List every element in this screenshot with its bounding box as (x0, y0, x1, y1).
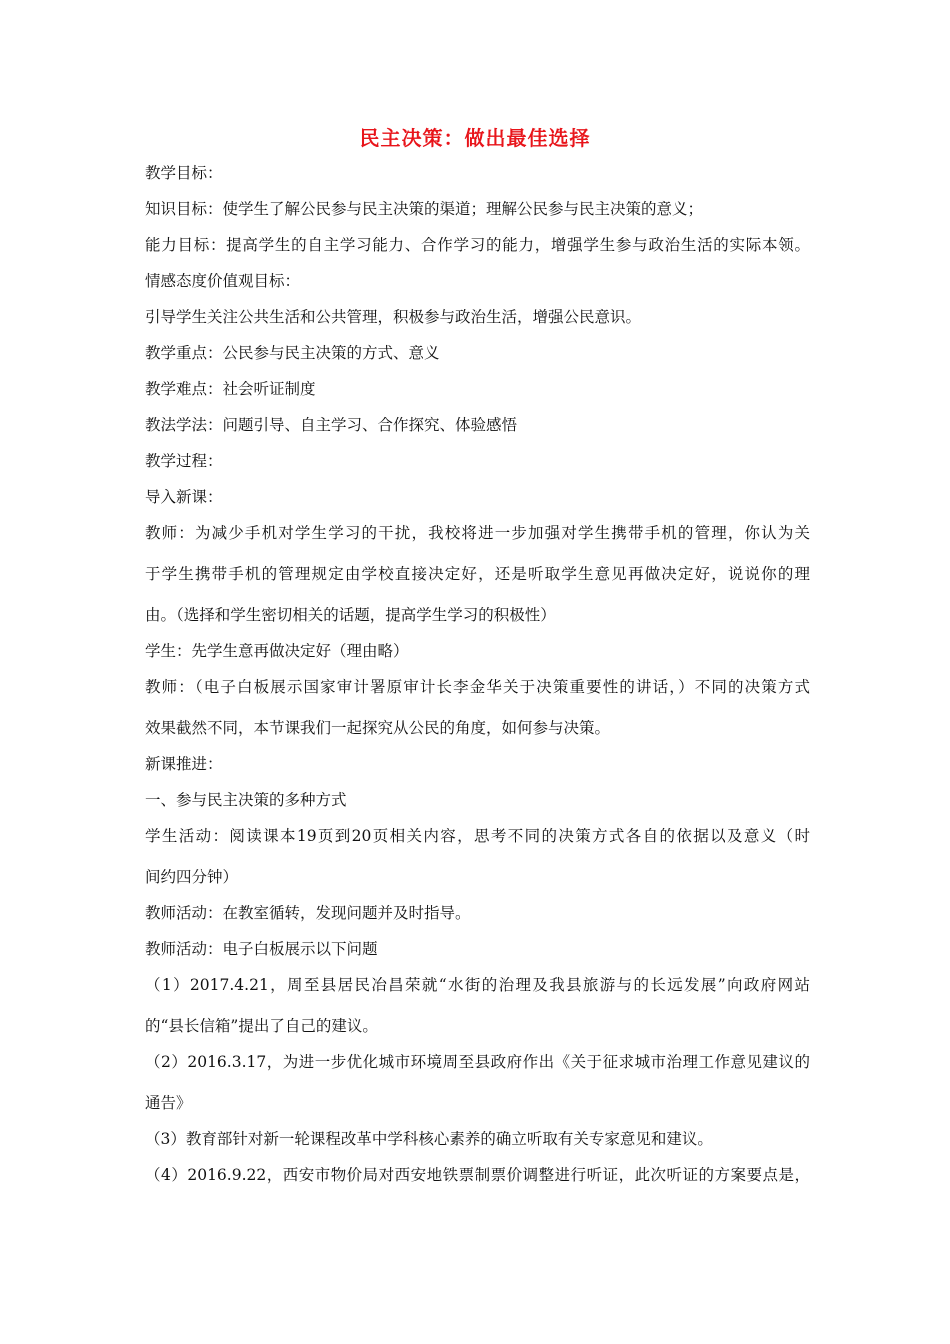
text-line: 教学过程： (145, 452, 223, 470)
text-line: 学生活动：阅读课本19页到20页相关内容，思考不同的决策方式各自的依据以及意义（时 (145, 827, 810, 845)
text-line: （3）教育部针对新一轮课程改革中学科核心素养的确立听取有关专家意见和建议。 (145, 1130, 713, 1148)
text-line: 教师活动：在教室循转，发现问题并及时指导。 (145, 904, 471, 922)
document-title: 民主决策：做出最佳选择 (359, 126, 591, 150)
text-line: 教师：（电子白板展示国家审计署原审计长李金华关于决策重要性的讲话，）不同的决策方式 (145, 678, 810, 696)
text-line: 知识目标：使学生了解公民参与民主决策的渠道；理解公民参与民主决策的意义； (145, 200, 704, 218)
text-line: 通告》 (145, 1094, 192, 1112)
text-line: 教学难点：社会听证制度 (145, 380, 316, 398)
text-line: 学生：先学生意再做决定好（理由略） (145, 642, 409, 660)
text-line: 教学重点：公民参与民主决策的方式、意义 (145, 344, 440, 362)
text-line: 于学生携带手机的管理规定由学校直接决定好，还是听取学生意见再做决定好，说说你的理 (145, 565, 810, 583)
text-line: 教师：为减少手机对学生学习的干扰，我校将进一步加强对学生携带手机的管理，你认为关 (145, 524, 810, 542)
text-line: 能力目标：提高学生的自主学习能力、合作学习的能力，增强学生参与政治生活的实际本领。 (145, 236, 810, 254)
text-line: （4）2016.9.22，西安市物价局对西安地铁票制票价调整进行听证，此次听证的方案要点是， (145, 1166, 810, 1184)
text-line: 引导学生关注公共生活和公共管理，积极参与政治生活，增强公民意识。 (145, 308, 642, 326)
text-line: 教学目标： (145, 164, 223, 182)
text-line: 教师活动：电子白板展示以下问题 (145, 940, 378, 958)
text-line: 的“县长信箱”提出了自己的建议。 (145, 1017, 378, 1035)
text-line: 新课推进： (145, 755, 223, 773)
text-line: 效果截然不同，本节课我们一起探究从公民的角度，如何参与决策。 (145, 719, 611, 737)
text-line: （2）2016.3.17，为进一步优化城市环境周至县政府作出《关于征求城市治理工作意见建议的 (145, 1053, 810, 1071)
text-line: （1）2017.4.21，周至县居民冶昌荣就“水街的治理及我县旅游与的长远发展”向政府网站 (145, 976, 810, 994)
text-line: 间约四分钟） (145, 868, 239, 886)
text-line: 由。（选择和学生密切相关的话题，提高学生学习的积极性） (145, 606, 556, 624)
text-line: 一、参与民主决策的多种方式 (145, 791, 347, 809)
text-line: 教法学法：问题引导、自主学习、合作探究、体验感悟 (145, 416, 518, 434)
text-line: 情感态度价值观目标： (145, 272, 301, 290)
text-line: 导入新课： (145, 488, 223, 506)
